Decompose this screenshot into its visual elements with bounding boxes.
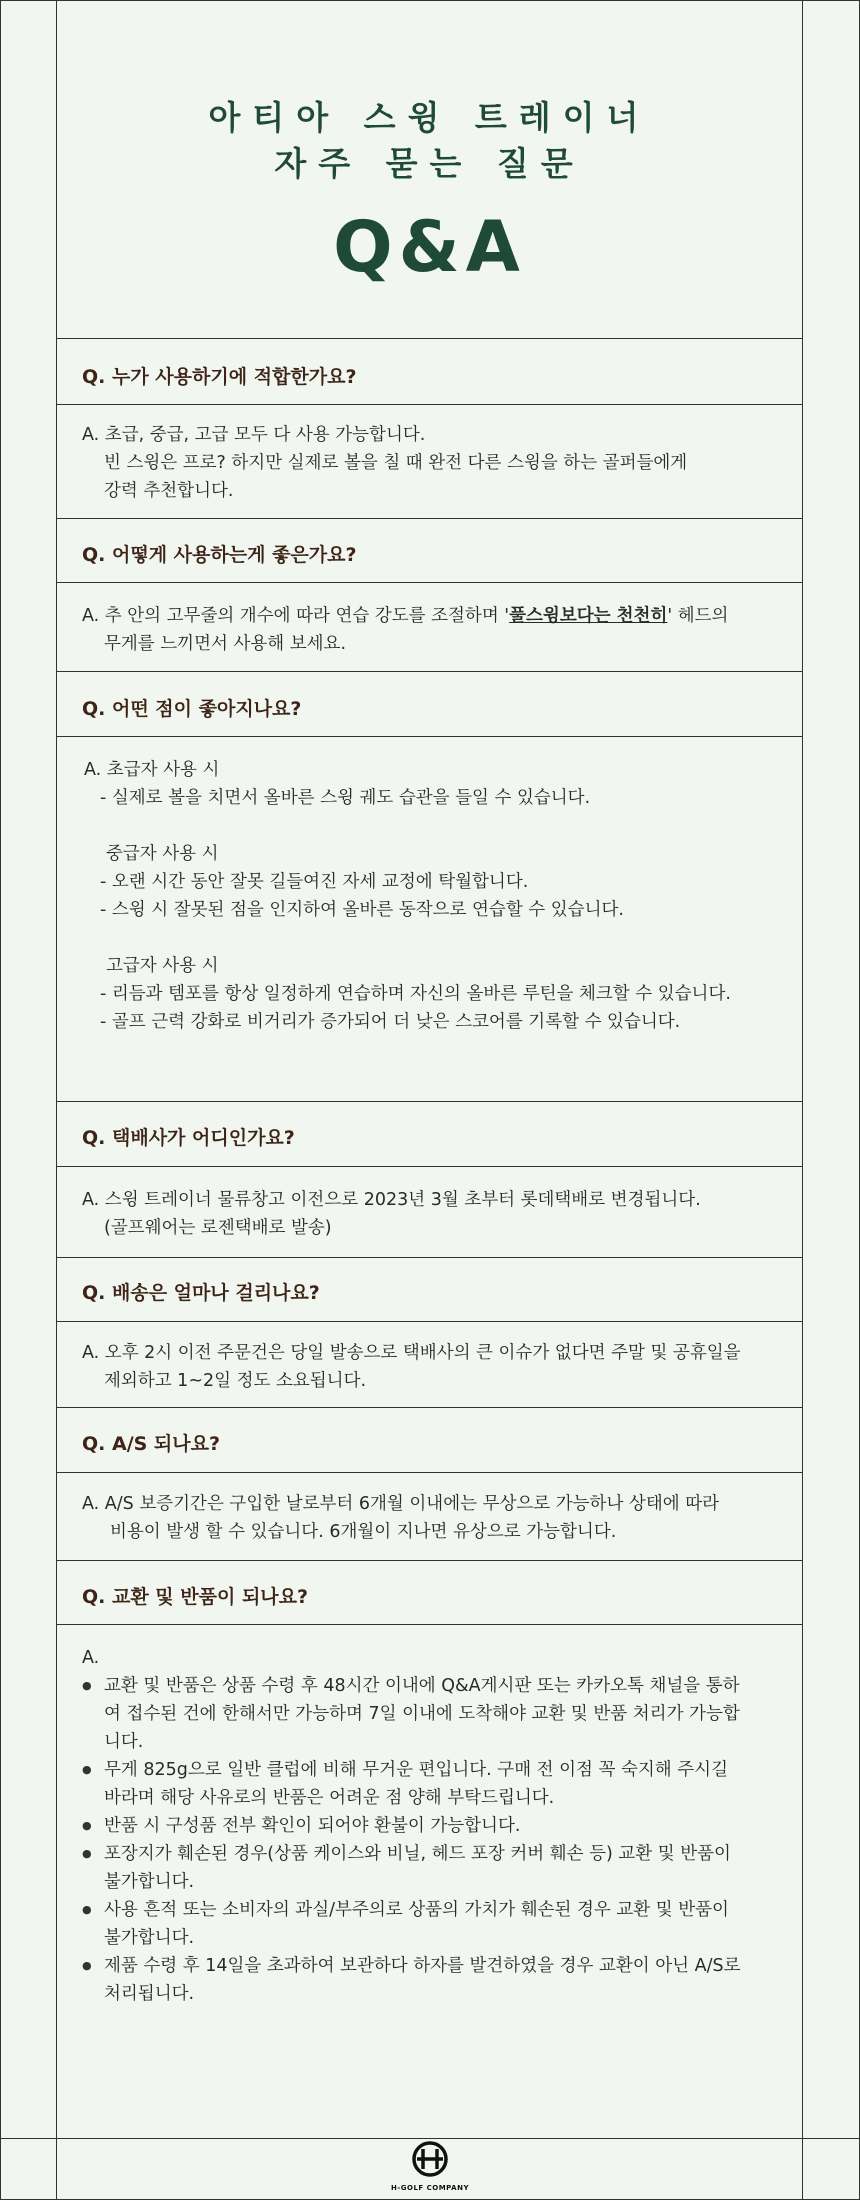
list-item: ● 반품 시 구성품 전부 확인이 되어야 환불이 가능합니다. (104, 1812, 741, 1840)
divider (56, 736, 802, 737)
faq-answer: A. 추 안의 고무줄의 개수에 따라 연습 강도를 조절하며 '풀스윙보다는 천천히' 헤드의 무게를 느끼면서 사용해 보세요. (82, 606, 729, 654)
divider (56, 1101, 802, 1102)
faq-question: Q. 택배사가 어디인가요? (82, 1127, 295, 1149)
list-item: ● 제품 수령 후 14일을 초과하여 보관하다 하자를 발견하였을 경우 교환이 아닌 A/S로 처리됩니다. (104, 1952, 741, 2008)
faq-question: Q. 누가 사용하기에 적합한가요? (82, 366, 357, 388)
divider (56, 1624, 802, 1625)
faq-question: Q. 교환 및 반품이 되나요? (82, 1586, 309, 1608)
faq-answer: A. 초급, 중급, 고급 모두 다 사용 가능합니다. 빈 스윙은 프로? 하지만 실제로 볼을 칠 때 완전 다른 스윙을 하는 골퍼들에게 강력 추천합니다. (82, 425, 688, 501)
faq-answer: A. 오후 2시 이전 주문건은 당일 발송으로 택배사의 큰 이슈가 없다면 주말 및 공휴일을 제외하고 1~2일 정도 소요됩니다. (82, 1343, 741, 1391)
divider (56, 582, 802, 583)
page-subtitle: 자주 묻는 질문 (274, 144, 585, 183)
divider (56, 1321, 802, 1322)
list-item: ● 교환 및 반품은 상품 수령 후 48시간 이내에 Q&A게시판 또는 카카오톡 채널을 통하 여 접수된 건에 한해서만 가능하며 7일 이내에 도착해야 교환 및 반품 처리가 가능합 니다. (104, 1672, 741, 1756)
divider (56, 671, 802, 672)
qa-heading: Q&A (333, 206, 526, 288)
h-golf-logo-icon (411, 2140, 449, 2178)
faq-answer: A. ● 교환 및 반품은 상품 수령 후 48시간 이내에 Q&A게시판 또는 카카오톡 채널을 통하 여 접수된 건에 한해서만 가능하며 7일 이내에 도착해야 교환 및 반품 처리가 가능합 니다. ● 무게 825g으로 일반 클럽에 비해 무거운 편입니다. 구매 전 이점 꼭 숙지해 주시길 바라며 해당 사유로의 반품은 어려운 점 양해 부탁드립니다. ● 반품 시 구성품 전부 확인이 되어야 환불이 가능합니다. ● 포장지가 훼손된 경우(상품 케이스와 비닐, 헤드 포장 커버 훼손 등) 교환 및 반품이 불가합니다. ● 사용 흔적 또는 소비자의 과실/부주의로 상품의 가치가 훼손된 경우 교환 및 반품이 불가합니다. ● 제품 수령 후 14일을 초과하여 보관하다 하자를 발견하였을 경우 교환이 아닌 A/S로 처리됩니다. (82, 1644, 741, 2008)
divider (56, 518, 802, 519)
divider (56, 1166, 802, 1167)
footer-divider (0, 2138, 860, 2139)
faq-question: Q. A/S 되나요? (82, 1433, 221, 1455)
divider (56, 1560, 802, 1561)
list-item: ● 무게 825g으로 일반 클럽에 비해 무거운 편입니다. 구매 전 이점 꼭 숙지해 주시길 바라며 해당 사유로의 반품은 어려운 점 양해 부탁드립니다. (104, 1756, 741, 1812)
right-border (802, 0, 803, 2200)
list-item: ● 포장지가 훼손된 경우(상품 케이스와 비닐, 헤드 포장 커버 훼손 등) 교환 및 반품이 불가합니다. (104, 1840, 741, 1896)
divider (56, 338, 802, 339)
logo-text: H-GOLF COMPANY (390, 2184, 470, 2192)
faq-question: Q. 어떻게 사용하는게 좋은가요? (82, 544, 357, 566)
bullet-list (82, 1672, 741, 2008)
divider (56, 1472, 802, 1473)
divider (56, 1257, 802, 1258)
company-logo (385, 2140, 475, 2192)
page-header (57, 0, 802, 338)
faq-question: Q. 배송은 얼마나 걸리나요? (82, 1282, 320, 1304)
page-title: 아티아 스윙 트레이너 (208, 98, 651, 137)
emphasis-text: 풀스윙보다는 천천히 (509, 606, 668, 626)
list-item: ● 사용 흔적 또는 소비자의 과실/부주의로 상품의 가치가 훼손된 경우 교환 및 반품이 불가합니다. (104, 1896, 741, 1952)
faq-question: Q. 어떤 점이 좋아지나요? (82, 698, 302, 720)
faq-answer: A. A/S 보증기간은 구입한 날로부터 6개월 이내에는 무상으로 가능하나 상태에 따라 비용이 발생 할 수 있습니다. 6개월이 지나면 유상으로 가능합니다. (82, 1494, 720, 1542)
divider (56, 1407, 802, 1408)
faq-answer: A. 초급자 사용 시 - 실제로 볼을 치면서 올바른 스윙 궤도 습관을 들일 수 있습니다. 중급자 사용 시 - 오랜 시간 동안 잘못 길들여진 자세 교정에 탁월합니다. - 스윙 시 잘못된 점을 인지하여 올바른 동작으로 연습할 수 있습니다. 고급자 사용 시 - 리듬과 템포를 항상 일정하게 연습하며 자신의 올바른 루틴을 체크할 수 있습니다. - 골프 근력 강화로 비거리가 증가되어 더 낮은 스코어를 기록할 수 있습니다. (84, 760, 731, 1032)
divider (56, 404, 802, 405)
faq-answer: A. 스윙 트레이너 물류창고 이전으로 2023년 3월 초부터 롯데택배로 변경됩니다. (골프웨어는 로젠택배로 발송) (82, 1190, 701, 1238)
